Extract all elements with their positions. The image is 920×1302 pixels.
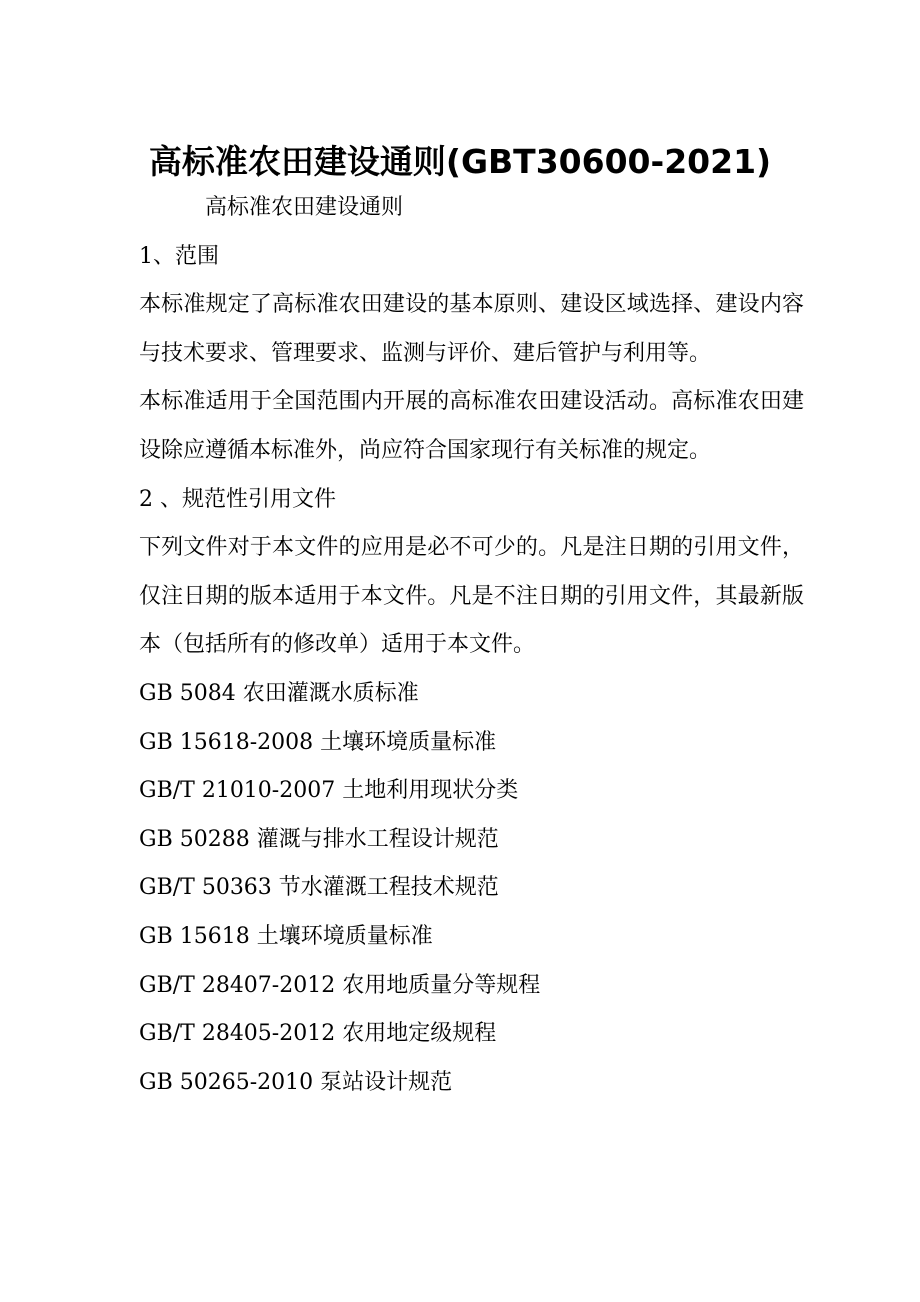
reference-item: GB 15618 土壤环境质量标准 [139,923,433,949]
reference-item: GB 50288 灌溉与排水工程设计规范 [139,826,499,852]
document-body [139,184,804,1107]
section-heading-scope: 1、范围 [139,243,219,269]
reference-item: GB/T 28407-2012 农用地质量分等规程 [139,972,541,998]
reference-item: GB/T 28405-2012 农用地定级规程 [139,1021,497,1047]
reference-item: GB 50265-2010 泵站设计规范 [139,1069,453,1095]
reference-item: GB 15618-2008 土壤环境质量标准 [139,729,497,755]
document-title: 高标准农田建设通则(GBT30600-2021) [148,142,772,182]
scope-paragraph-1: 本标准规定了高标准农田建设的基本原则、建设区域选择、建设内容与技术要求、管理要求、监测与评价、建后管护与利用等。 [139,292,804,366]
references-intro-paragraph: 下列文件对于本文件的应用是必不可少的。凡是注日期的引用文件，仅注日期的版本适用于本文件。凡是不注日期的引用文件，其最新版本（包括所有的修改单）适用于本文件。 [139,535,804,658]
document-subtitle: 高标准农田建设通则 [205,195,404,220]
reference-item: GB/T 50363 节水灌溉工程技术规范 [139,875,499,901]
section-heading-references: 2 、规范性引用文件 [139,486,336,512]
reference-list [139,670,804,1107]
reference-item: GB/T 21010-2007 土地利用现状分类 [139,778,519,804]
scope-paragraph-2: 本标准适用于全国范围内开展的高标准农田建设活动。高标准农田建设除应遵循本标准外，尚应符合国家现行有关标准的规定。 [139,389,804,463]
reference-item: GB 5084 农田灌溉水质标准 [139,680,419,706]
